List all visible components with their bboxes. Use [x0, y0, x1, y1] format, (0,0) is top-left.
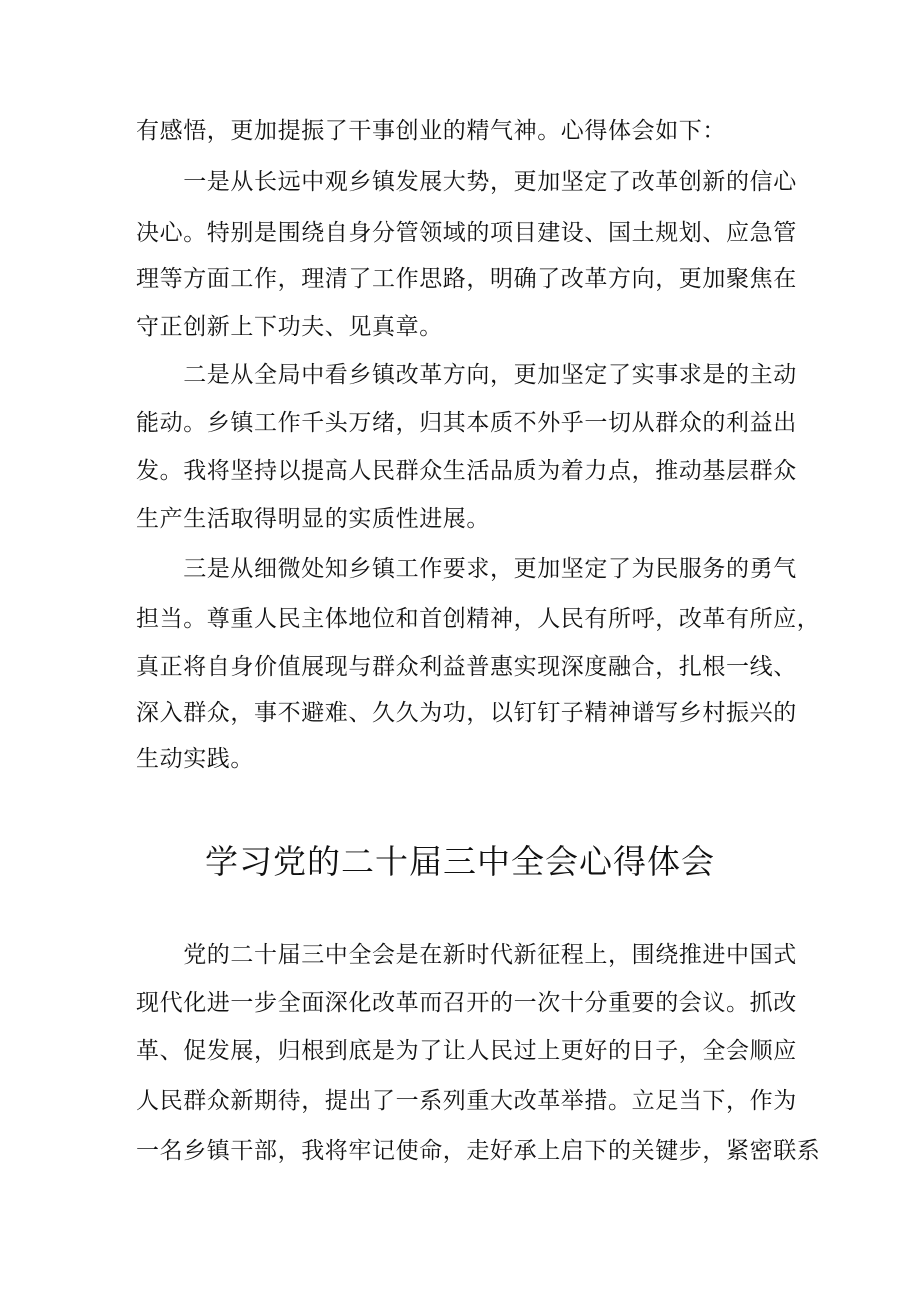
text-line: 真正将自身价值展现与群众利益普惠实现深度融合，扎根一线、: [136, 654, 797, 680]
text-line: 理等方面工作，理清了工作思路，明确了改革方向，更加聚焦在: [136, 266, 797, 292]
text-line: 担当。尊重人民主体地位和首创精神，人民有所呼，改革有所应，: [136, 606, 821, 632]
text-line: 有感悟，更加提振了干事创业的精气神。心得体会如下：: [136, 118, 726, 144]
text-line: 一名乡镇干部，我将牢记使命，走好承上启下的关键步，紧密联系: [136, 1138, 821, 1164]
text-line: 党的二十届三中全会是在新时代新征程上，围绕推进中国式: [136, 942, 797, 968]
text-line: 生动实践。: [136, 746, 254, 772]
text-line: 能动。乡镇工作千头万绪，归其本质不外乎一切从群众的利益出: [136, 410, 797, 436]
text-line: 守正创新上下功夫、见真章。: [136, 314, 443, 340]
text-line: 发。我将坚持以提高人民群众生活品质为着力点，推动基层群众: [136, 458, 797, 484]
text-line: 革、促发展，归根到底是为了让人民过上更好的日子，全会顺应: [136, 1038, 797, 1064]
text-line: 决心。特别是围绕自身分管领域的项目建设、国土规划、应急管: [136, 220, 797, 246]
text-line: 现代化进一步全面深化改革而召开的一次十分重要的会议。抓改: [136, 990, 797, 1016]
text-line: 三是从细微处知乡镇工作要求，更加坚定了为民服务的勇气: [136, 556, 797, 582]
text-line: 人民群众新期待，提出了一系列重大改革举措。立足当下，作为: [136, 1088, 797, 1114]
text-line: 生产生活取得明显的实质性进展。: [136, 506, 490, 532]
text-line: 一是从长远中观乡镇发展大势，更加坚定了改革创新的信心: [136, 169, 797, 195]
document-title: 学习党的二十届三中全会心得体会: [205, 842, 715, 881]
text-line: 深入群众，事不避难、久久为功，以钉钉子精神谱写乡村振兴的: [136, 700, 797, 726]
text-line: 二是从全局中看乡镇改革方向，更加坚定了实事求是的主动: [136, 362, 797, 388]
